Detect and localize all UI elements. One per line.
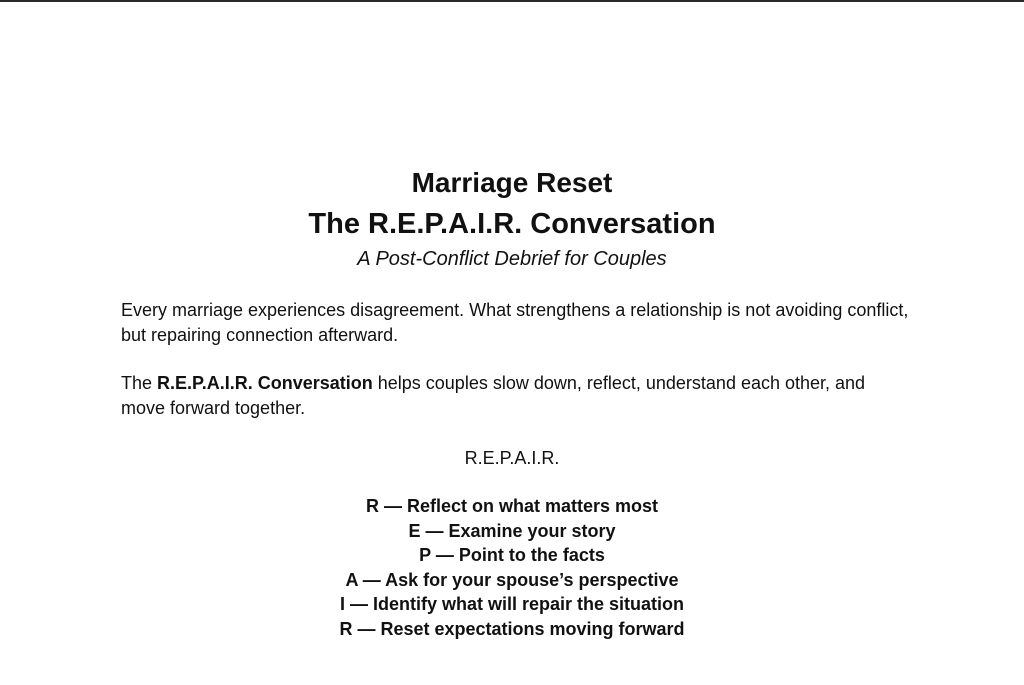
document-title-line-2: The R.E.P.A.I.R. Conversation [308,208,716,240]
description-bold-term: R.E.P.A.I.R. Conversation [157,373,373,393]
repair-step-identify: I — Identify what will repair the situation [339,594,685,614]
repair-step-examine: E — Examine your story [408,520,616,541]
repair-step-point: P — Point to the facts [419,545,605,565]
intro-paragraph: Every marriage experiences disagreement. What strengthens a relationship is not avoiding conflict, but repairing connection afterward. [121,300,909,345]
repair-step-reset: R — Reset expectations moving forward [339,618,685,639]
description-suffix: helps couples slow down, reflect, understand each other, and move forward together. [121,373,866,418]
repair-step-ask: A — Ask for your spouse’s perspective [345,569,679,590]
repair-steps-list [0,494,1024,641]
description-paragraph [121,371,911,421]
repair-step-reflect: R — Reflect on what matters most [365,496,659,516]
document-title: Marriage Reset [411,167,613,198]
document-subtitle: A Post-Conflict Debrief for Couples [357,248,667,270]
description-prefix: The [121,373,158,393]
acronym-heading: R.E.P.A.I.R. [464,448,560,468]
